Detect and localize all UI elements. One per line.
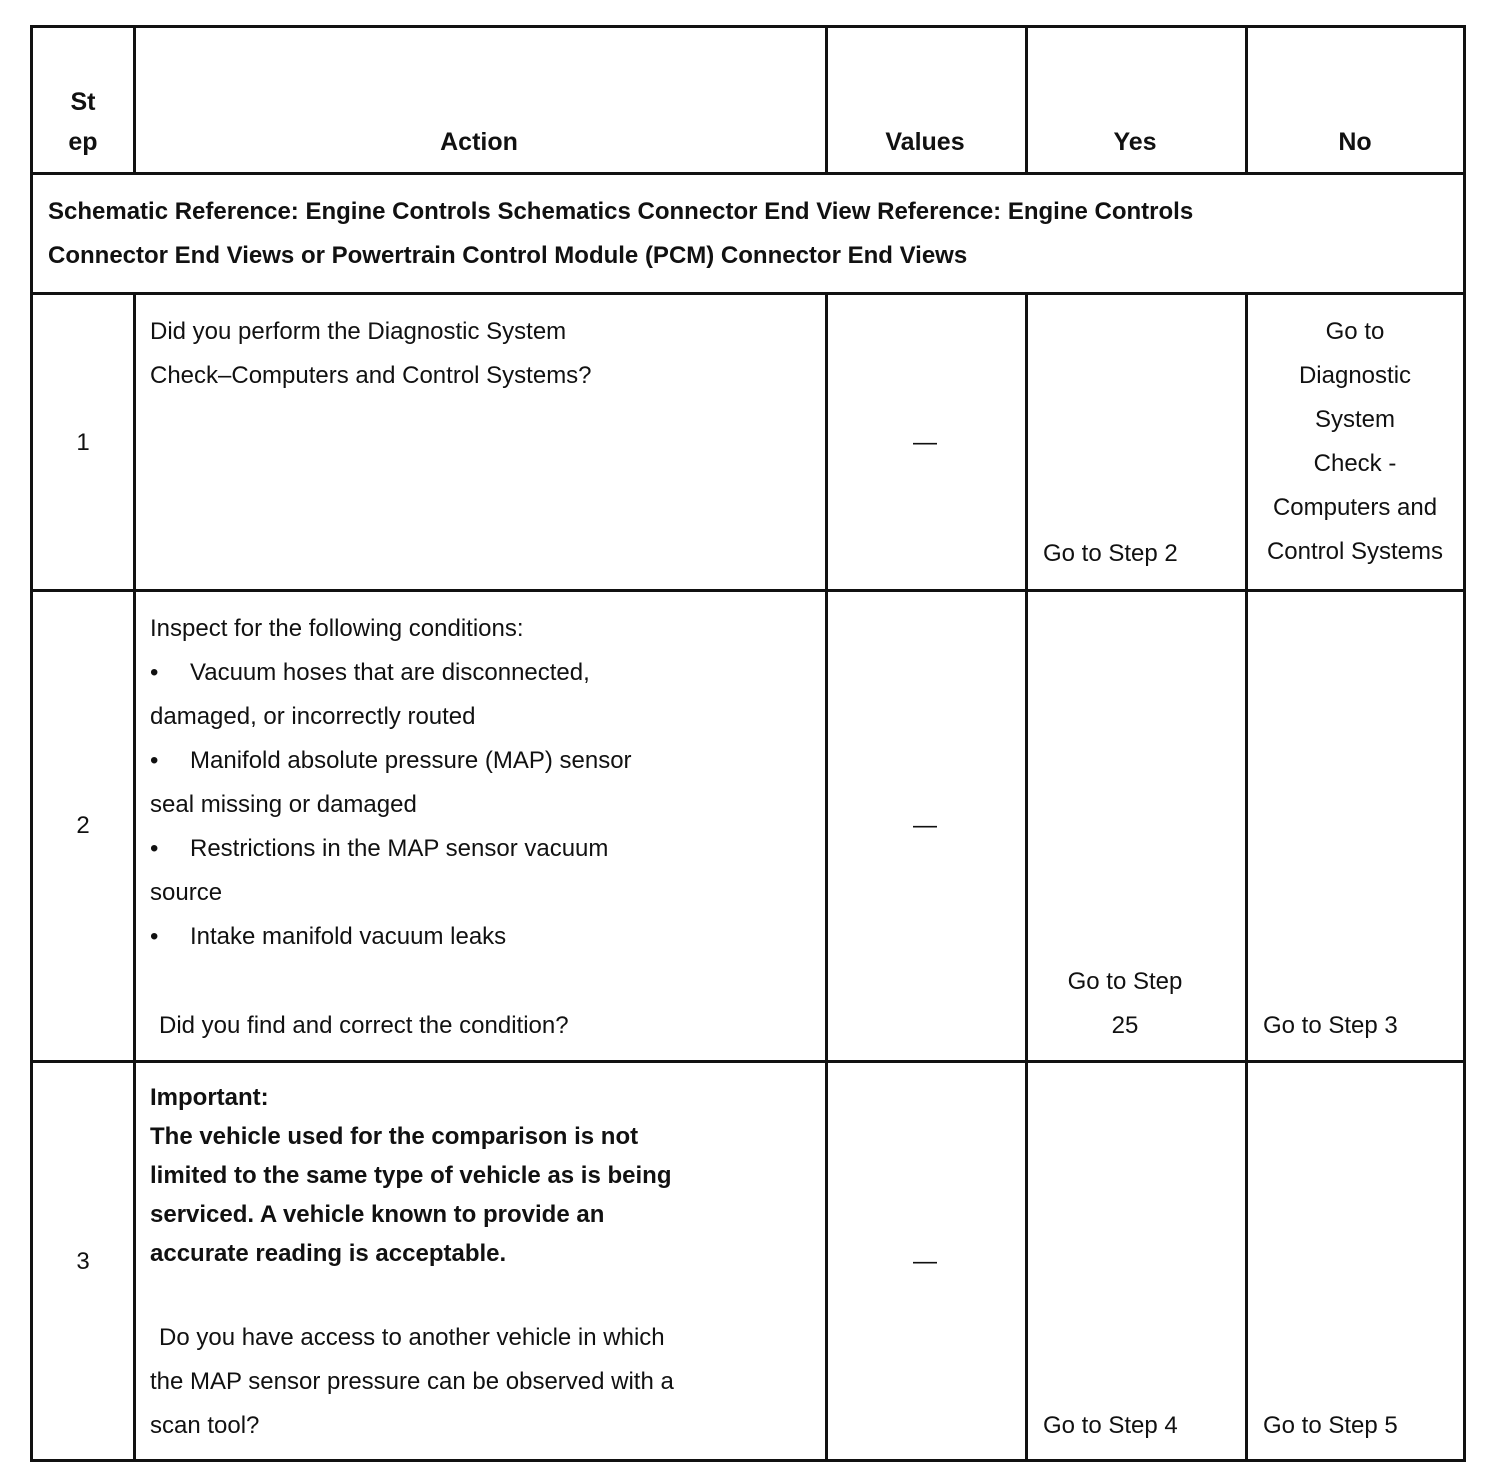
question-line: Do you have access to another vehicle in which <box>159 1324 665 1351</box>
no-line: Check - <box>1313 450 1397 477</box>
important-line: serviced. A vehicle known to provide an <box>150 1201 605 1228</box>
important-line: accurate reading is acceptable. <box>150 1240 507 1267</box>
step-1-no-link[interactable] <box>1245 310 1465 574</box>
action-line: Did you perform the Diagnostic System <box>150 318 567 345</box>
no-line: System <box>1314 406 1395 433</box>
row-divider <box>33 1060 1463 1063</box>
bullet-dot: • <box>150 659 159 686</box>
bullet-continuation: damaged, or incorrectly routed <box>150 703 476 730</box>
bullet-dot: • <box>150 923 159 950</box>
step-1-value: — <box>913 429 937 456</box>
yes-line: Go to Step <box>1067 968 1183 995</box>
important-line: The vehicle used for the comparison is not <box>150 1123 639 1150</box>
bullet-text: Manifold absolute pressure (MAP) sensor <box>190 747 632 774</box>
no-line: Go to <box>1325 318 1385 345</box>
bullet-item <box>150 651 810 695</box>
important-line: limited to the same type of vehicle as is being <box>150 1162 672 1189</box>
header-action: Action <box>440 128 518 156</box>
bullet-item <box>150 739 810 783</box>
step-2-question: Did you find and correct the condition? <box>159 1012 569 1039</box>
header-no: No <box>1338 128 1372 156</box>
action-line: Check–Computers and Control Systems? <box>150 362 592 389</box>
reference-line: Connector End Views or Powertrain Control Module (PCM) Connector End Views <box>48 242 968 269</box>
bullet-item <box>150 915 810 959</box>
step-2-no-link[interactable]: Go to Step 3 <box>1263 1012 1398 1039</box>
question-line: the MAP sensor pressure can be observed with a <box>150 1368 674 1395</box>
important-note <box>150 1078 671 1273</box>
row-divider <box>33 292 1463 295</box>
bullet-continuation: seal missing or damaged <box>150 791 417 818</box>
row-divider <box>33 172 1463 175</box>
header-yes: Yes <box>1113 128 1157 156</box>
yes-line: 25 <box>1111 1012 1139 1039</box>
row-divider <box>33 589 1463 592</box>
col-divider <box>1025 292 1028 1459</box>
action-intro: Inspect for the following conditions: <box>150 615 524 642</box>
bullet-continuation: source <box>150 879 223 906</box>
bullet-text: Vacuum hoses that are disconnected, <box>190 659 590 686</box>
step-2-yes-link[interactable] <box>1025 960 1225 1048</box>
bullet-text: Restrictions in the MAP sensor vacuum <box>190 835 609 862</box>
diagnostic-table <box>30 25 1466 1462</box>
step-1-action <box>150 310 592 398</box>
header-values: Values <box>885 128 965 156</box>
bullet-text: Intake manifold vacuum leaks <box>190 923 507 950</box>
important-label: Important: <box>150 1084 269 1111</box>
question-line: scan tool? <box>150 1412 260 1439</box>
header-step-line: St <box>70 88 96 116</box>
step-3-yes-link[interactable]: Go to Step 4 <box>1043 1412 1178 1439</box>
header-step <box>33 82 133 162</box>
step-3-question <box>150 1316 674 1448</box>
step-3-value: — <box>913 1248 937 1275</box>
reference-line: Schematic Reference: Engine Controls Schematics Connector End View Reference: Engine Controls <box>48 198 1194 225</box>
no-line: Diagnostic <box>1298 362 1412 389</box>
step-number: 2 <box>76 812 90 839</box>
step-1-yes-link[interactable]: Go to Step 2 <box>1043 540 1178 567</box>
step-3-no-link[interactable]: Go to Step 5 <box>1263 1412 1398 1439</box>
header-step-line: ep <box>68 128 98 156</box>
step-number: 3 <box>76 1248 90 1275</box>
schematic-reference <box>48 190 1193 278</box>
col-divider <box>133 292 136 1459</box>
step-2-value: — <box>913 812 937 839</box>
bullet-dot: • <box>150 835 159 862</box>
step-number: 1 <box>76 429 90 456</box>
bullet-item <box>150 827 810 871</box>
bullet-dot: • <box>150 747 159 774</box>
no-line: Computers and <box>1272 494 1438 521</box>
no-line: Control Systems <box>1266 538 1444 565</box>
step-2-action <box>150 607 810 959</box>
